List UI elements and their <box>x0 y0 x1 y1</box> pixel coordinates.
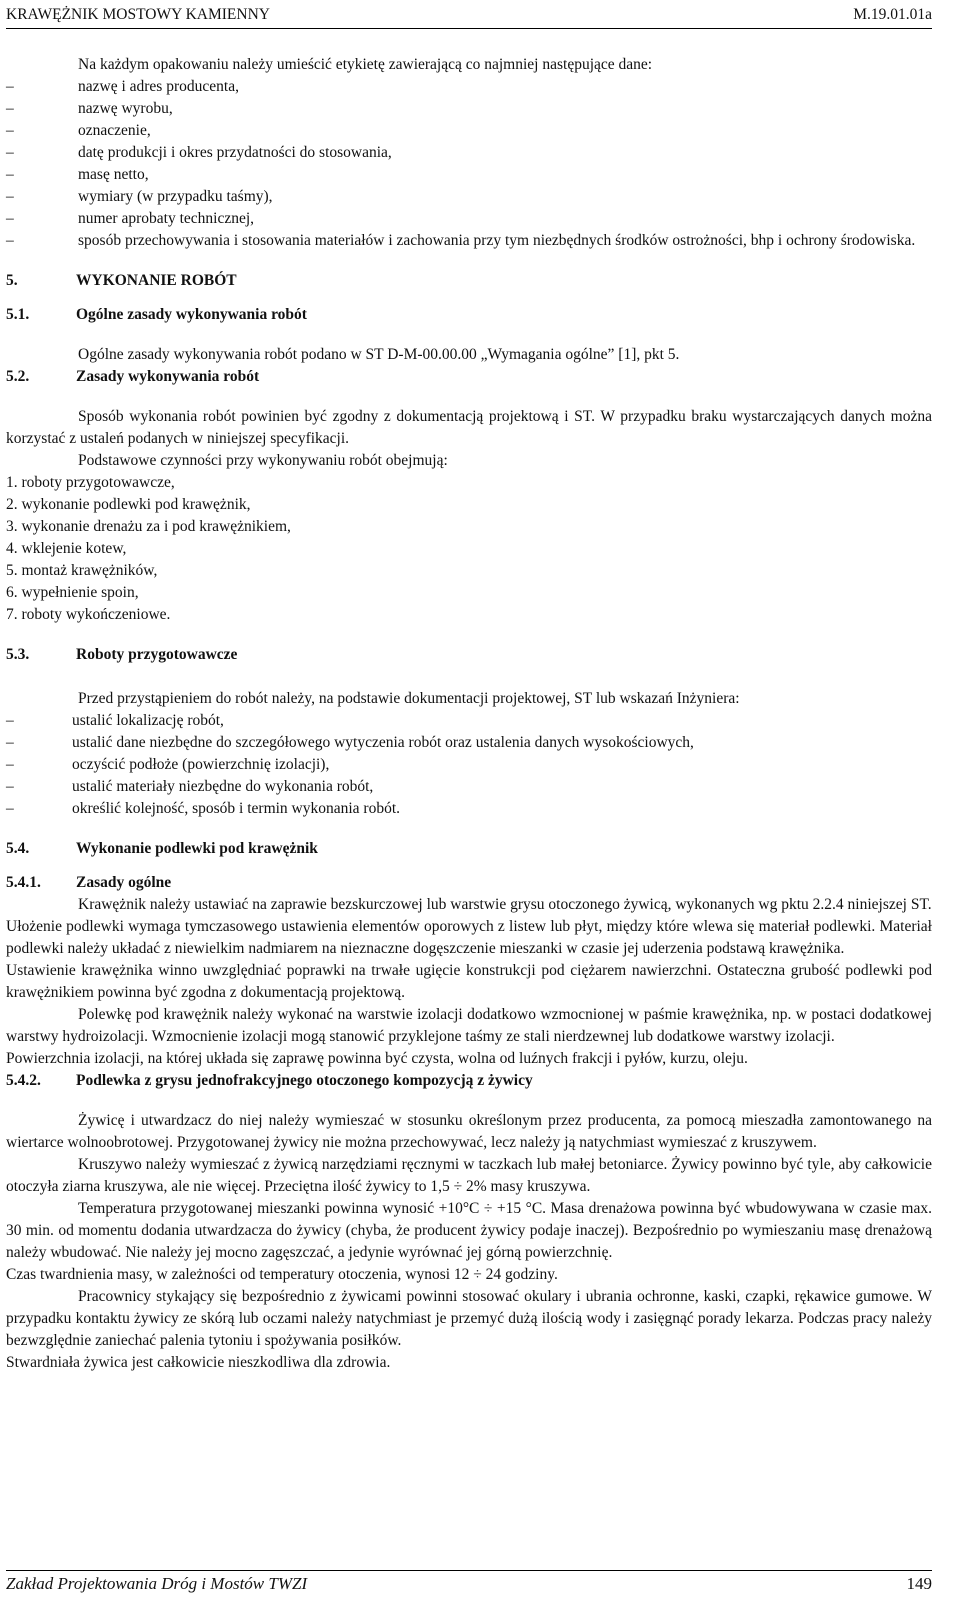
section-heading-5: 5. WYKONANIE ROBÓT <box>6 272 237 289</box>
label-intro: Na każdym opakowaniu należy umieścić etykietę zawierającą co najmniej następujące dane: <box>78 56 653 73</box>
list-item: – ustalić dane niezbędne do szczegółowego wytyczenia robót oraz ustalenia danych wysokościowych, <box>6 732 932 754</box>
section-heading-5-4-2: 5.4.2. Podlewka z grysu jednofrakcyjnego otoczonego kompozycją z żywicy <box>6 1072 533 1089</box>
page-header <box>6 4 932 29</box>
list-item: – nazwę i adres producenta, <box>6 76 932 98</box>
list-item: 2. wykonanie podlewki pod krawężnik, <box>6 496 251 513</box>
list-item: – określić kolejność, sposób i termin wykonania robót. <box>6 798 932 820</box>
section-5-4-2-paragraph: Stwardniała żywica jest całkowicie nieszkodliwa dla zdrowia. <box>6 1354 391 1371</box>
list-item: 7. roboty wykończeniowe. <box>6 606 171 623</box>
page-number: 149 <box>906 1574 932 1593</box>
section-heading-5-3: 5.3. Roboty przygotowawcze <box>6 646 238 663</box>
list-item: – nazwę wyrobu, <box>6 98 932 120</box>
section-5-4-1-paragraph: Ułożenie podlewki wymaga tymczasowego ustawienia elementów oporowych z listew lub płyt, między które wlewa się materiał podlewki. Materiał podlewki należy układać z niewielkim nadmiarem na nieznaczne dogęszczenie mieszanki w czasie jej uderzenia podstawą krawężnika. <box>6 918 932 957</box>
list-item: 6. wypełnienie spoin, <box>6 584 139 601</box>
section-5-2-paragraph: Sposób wykonania robót powinien być zgodny z dokumentacją projektową i ST. W przypadku braku wystarczających danych można korzystać z ustaleń podanych w niniejszej specyfikacji. <box>6 408 932 447</box>
document-body <box>6 54 932 1374</box>
list-item: 1. roboty przygotowawcze, <box>6 474 175 491</box>
section-heading-5-1: 5.1. Ogólne zasady wykonywania robót <box>6 306 307 323</box>
list-item: 5. montaż krawężników, <box>6 562 158 579</box>
header-title: KRAWĘŻNIK MOSTOWY KAMIENNY <box>6 6 270 23</box>
section-5-4-2-paragraph: Żywicę i utwardzacz do niej należy wymieszać w stosunku określonym przez producenta, za pomocą mieszadła zamontowanego na wiertarce wolnoobrotowej. Przygotowanej żywicy nie można przechowywać, lecz należy ją natychmiast wymieszać z kruszywem. <box>6 1112 932 1151</box>
section-heading-5-4-1: 5.4.1. Zasady ogólne <box>6 874 172 891</box>
list-item: – ustalić lokalizację robót, <box>6 710 932 732</box>
label-list <box>6 76 932 252</box>
list-item: – sposób przechowywania i stosowania materiałów i zachowania przy tym niezbędnych środków ostrożności, bhp i ochrony środowiska. <box>6 230 932 252</box>
list-item: 4. wklejenie kotew, <box>6 540 127 557</box>
section-5-1-text: Ogólne zasady wykonywania robót podano w ST D-M-00.00.00 „Wymagania ogólne” [1], pkt 5. <box>78 346 680 363</box>
preparatory-list <box>6 710 932 820</box>
list-item: – masę netto, <box>6 164 932 186</box>
section-5-3-intro: Przed przystąpieniem do robót należy, na podstawie dokumentacji projektowej, ST lub wskazań Inżyniera: <box>78 690 740 707</box>
section-5-4-1-paragraph: Ustawienie krawężnika winno uwzględniać poprawki na trwałe ugięcie konstrukcji pod ciężarem nawierzchni. Ostateczna grubość podlewki pod krawężnikiem powinna być zgodna z dokumentacją projektową. <box>6 962 932 1001</box>
section-heading-5-2: 5.2. Zasady wykonywania robót <box>6 368 260 385</box>
list-item: – wymiary (w przypadku taśmy), <box>6 186 932 208</box>
works-list <box>6 472 932 626</box>
page-footer <box>6 1570 932 1595</box>
list-item: – numer aprobaty technicznej, <box>6 208 932 230</box>
section-5-4-2-paragraph: Kruszywo należy wymieszać z żywicą narzędziami ręcznymi w taczkach lub małej betoniarce. Żywicy powinno być tyle, aby całkowicie otoczyła ziarna kruszywa, ale nie więcej. Przeciętna ilość żywicy to 1,5 ÷ 2% masy kruszywa. <box>6 1156 932 1195</box>
section-5-4-2-paragraph: Czas twardnienia masy, w zależności od temperatury otoczenia, wynosi 12 ÷ 24 godziny. <box>6 1266 558 1283</box>
list-item: – datę produkcji i okres przydatności do stosowania, <box>6 142 932 164</box>
section-5-2-paragraph: Podstawowe czynności przy wykonywaniu robót obejmują: <box>78 452 448 469</box>
section-5-4-1-paragraph: Krawężnik należy ustawiać na zaprawie bezskurczowej lub warstwie grysu otoczonego żywicą, wykonanych wg pktu 2.2.4 niniejszej ST. <box>78 896 932 913</box>
list-item: – oznaczenie, <box>6 120 932 142</box>
section-5-4-2-paragraph: Temperatura przygotowanej mieszanki powinna wynosić +10°C ÷ +15 °C. Masa drenażowa powinna być wbudowywana w czasie max. 30 min. od momentu dodania utwardzacza do żywicy (chyba, że producent żywicy podaje inaczej). Bezpośrednio po wymieszaniu masę drenażową należy wbudować. Nie należy jej mocno zagęszczać, a jedynie wyrównać jej górną powierzchnię. <box>6 1200 932 1261</box>
list-item: 3. wykonanie drenażu za i pod krawężnikiem, <box>6 518 291 535</box>
section-5-4-2-paragraph: Pracownicy stykający się bezpośrednio z żywicami powinni stosować okulary i ubrania ochronne, kaski, czapki, rękawice gumowe. W przypadku kontaktu żywicy ze skórą lub oczami należy natychmiast je przemyć dużą ilością wody i zasięgnąć porady lekarza. Podczas pracy należy bezwzględnie zaniechać palenia tytoniu i spożywania posiłków. <box>6 1288 932 1349</box>
list-item: – oczyścić podłoże (powierzchnię izolacji), <box>6 754 932 776</box>
section-5-4-1-paragraph: Powierzchnia izolacji, na której układa się zaprawę powinna być czysta, wolna od luźnych frakcji i pyłów, kurzu, oleju. <box>6 1050 748 1067</box>
section-heading-5-4: 5.4. Wykonanie podlewki pod krawężnik <box>6 840 318 857</box>
footer-text: Zakład Projektowania Dróg i Mostów TWZI <box>6 1574 308 1593</box>
header-code: M.19.01.01a <box>853 6 932 23</box>
list-item: – ustalić materiały niezbędne do wykonania robót, <box>6 776 932 798</box>
section-5-4-1-paragraph: Polewkę pod krawężnik należy wykonać na warstwie izolacji dodatkowo wzmocnionej w paśmie krawężnika, np. w postaci dodatkowej warstwy hydroizolacji. Wzmocnienie izolacji mogą stanowić przyklejone taśmy ze stali nierdzewnej lub dodatkowe warstwy izolacji. <box>6 1006 932 1045</box>
